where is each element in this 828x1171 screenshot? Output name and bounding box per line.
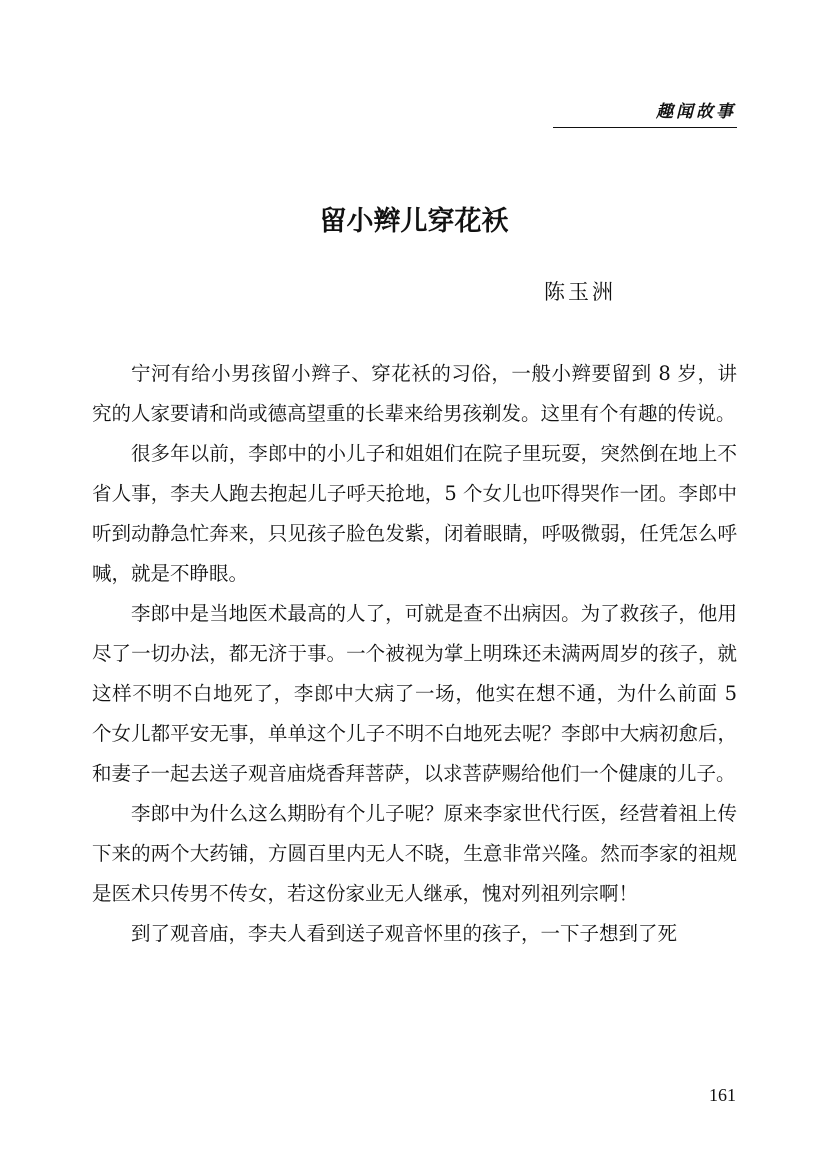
paragraph-1: 宁河有给小男孩留小辫子、穿花袄的习俗，一般小辫要留到 8 岁，讲究的人家要请和尚或德高望重的长辈来给男孩剃发。这里有个有趣的传说。 (92, 362, 737, 425)
article-title: 留小辫儿穿花袄 (319, 206, 509, 237)
header-rule (553, 127, 737, 128)
article-author: 陈玉洲 (544, 280, 616, 304)
paragraph-3: 李郎中是当地医术最高的人了，可就是查不出病因。为了救孩子，他用尽了一切办法，都无济于事。一个被视为掌上明珠还未满两周岁的孩子，就这样不明不白地死了，李郎中大病了一场，他实在想不通，为什么前面 5 个女儿都平安无事，单单这个儿子不明不白地死去呢？李郎中大病初愈后，和妻子一起去送子观音庙烧香拜菩萨，以求菩萨赐给他们一个健康的儿子。 (92, 602, 737, 785)
paragraph-5: 到了观音庙，李夫人看到送子观音怀里的孩子，一下子想到了死 (131, 922, 678, 945)
page-number: 161 (709, 1085, 736, 1105)
article-body (92, 354, 737, 954)
header-section-label: 趣闻故事 (656, 102, 736, 122)
paragraph-4: 李郎中为什么这么期盼有个儿子呢？原来李家世代行医，经营着祖上传下来的两个大药铺，方圆百里内无人不晓，生意非常兴隆。然而李家的祖规是医术只传男不传女，若这份家业无人继承，愧对列祖列宗啊！ (92, 802, 737, 905)
paragraph-2: 很多年以前，李郎中的小儿子和姐姐们在院子里玩耍，突然倒在地上不省人事，李夫人跑去抱起儿子呼天抢地，5 个女儿也吓得哭作一团。李郎中听到动静急忙奔来，只见孩子脸色发紫，闭着眼睛，呼吸微弱，任凭怎么呼喊，就是不睁眼。 (92, 442, 737, 585)
